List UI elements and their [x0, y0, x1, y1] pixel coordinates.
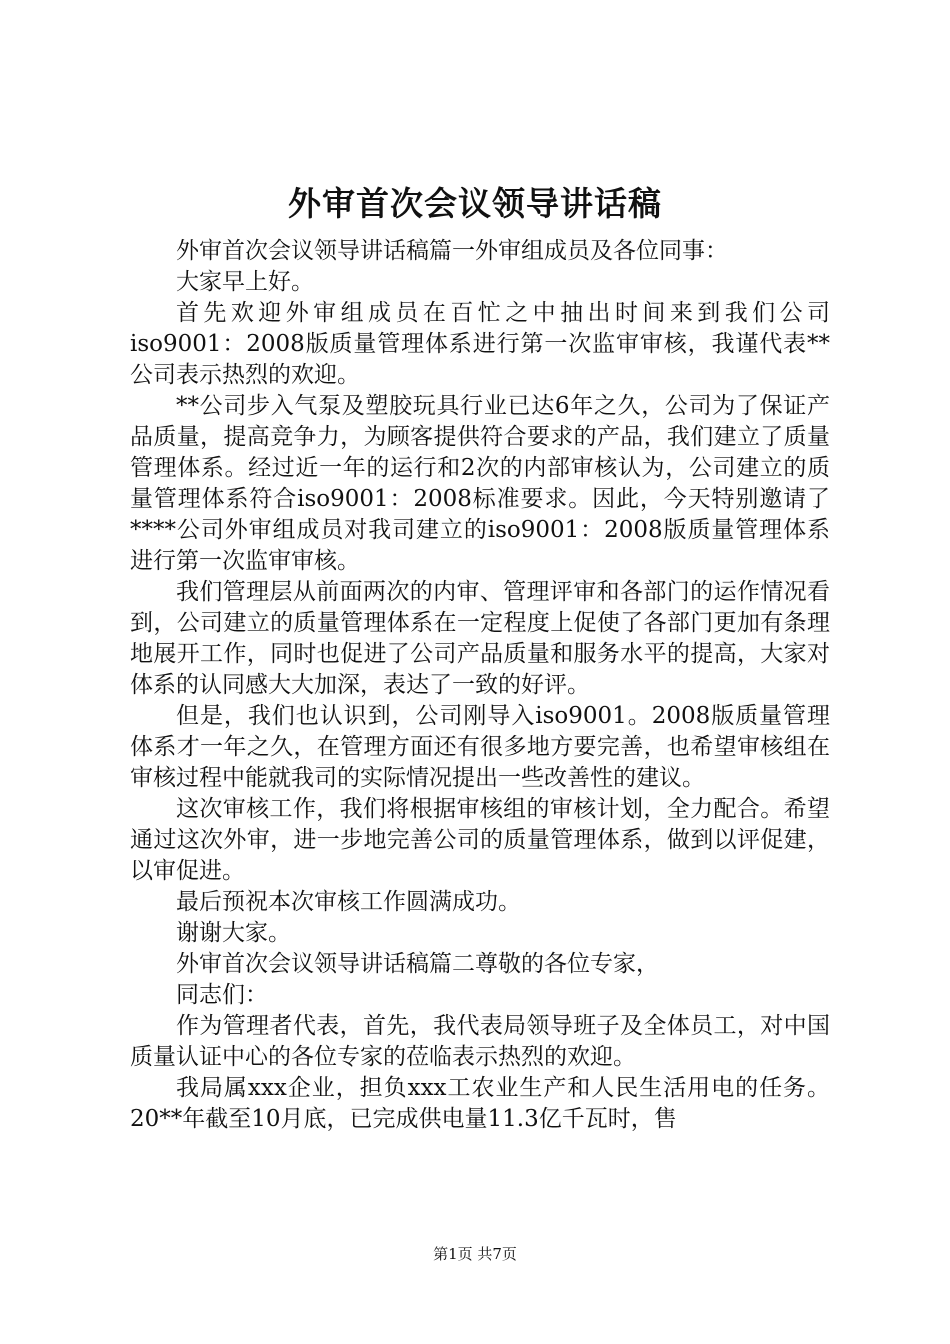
paragraph: 谢谢大家。: [176, 920, 291, 946]
paragraph: 外审首次会议领导讲话稿篇二尊敬的各位专家，: [176, 951, 659, 977]
paragraph: 外审首次会议领导讲话稿篇一外审组成员及各位同事：: [176, 238, 728, 264]
paragraph: 这次审核工作，我们将根据审核组的审核计划，全力配合。希望通过这次外审，进一步地完善公司的质量管理体系，做到以评促建，以审促进。: [130, 796, 830, 884]
paragraph: 我局属xxx企业，担负xxx工农业生产和人民生活用电的任务。20**年截至10月底，已完成供电量11.3亿千瓦时，售: [130, 1075, 830, 1132]
paragraph: 但是，我们也认识到，公司刚导入iso9001。2008版质量管理体系才一年之久，在管理方面还有很多地方要完善，也希望审核组在审核过程中能就我司的实际情况提出一些改善性的建议。: [130, 703, 830, 791]
paragraph: 作为管理者代表，首先，我代表局领导班子及全体员工，对中国质量认证中心的各位专家的莅临表示热烈的欢迎。: [130, 1013, 830, 1070]
paragraph: 我们管理层从前面两次的内审、管理评审和各部门的运作情况看到，公司建立的质量管理体系在一定程度上促使了各部门更加有条理地展开工作，同时也促进了公司产品质量和服务水平的提高，大家对体系的认同感大大加深，表达了一致的好评。: [130, 579, 830, 698]
paragraph: **公司步入气泵及塑胶玩具行业已达6年之久，公司为了保证产品质量，提高竞争力，为顾客提供符合要求的产品，我们建立了质量管理体系。经过近一年的运行和2次的内部审核认为，公司建立的质量管理体系符合iso9001：2008标准要求。因此，今天特别邀请了****公司外审组成员对我司建立的iso9001：2008版质量管理体系进行第一次监审审核。: [130, 393, 830, 574]
document-body: [130, 236, 830, 1135]
paragraph: 最后预祝本次审核工作圆满成功。: [176, 889, 521, 915]
page-number-footer: 第1页 共7页: [433, 1245, 517, 1263]
paragraph: 大家早上好。: [176, 269, 314, 295]
paragraph: 同志们：: [176, 982, 268, 1008]
document-title: 外审首次会议领导讲话稿: [288, 184, 662, 223]
paragraph: 首先欢迎外审组成员在百忙之中抽出时间来到我们公司iso9001：2008版质量管理体系进行第一次监审审核，我谨代表**公司表示热烈的欢迎。: [130, 300, 830, 388]
